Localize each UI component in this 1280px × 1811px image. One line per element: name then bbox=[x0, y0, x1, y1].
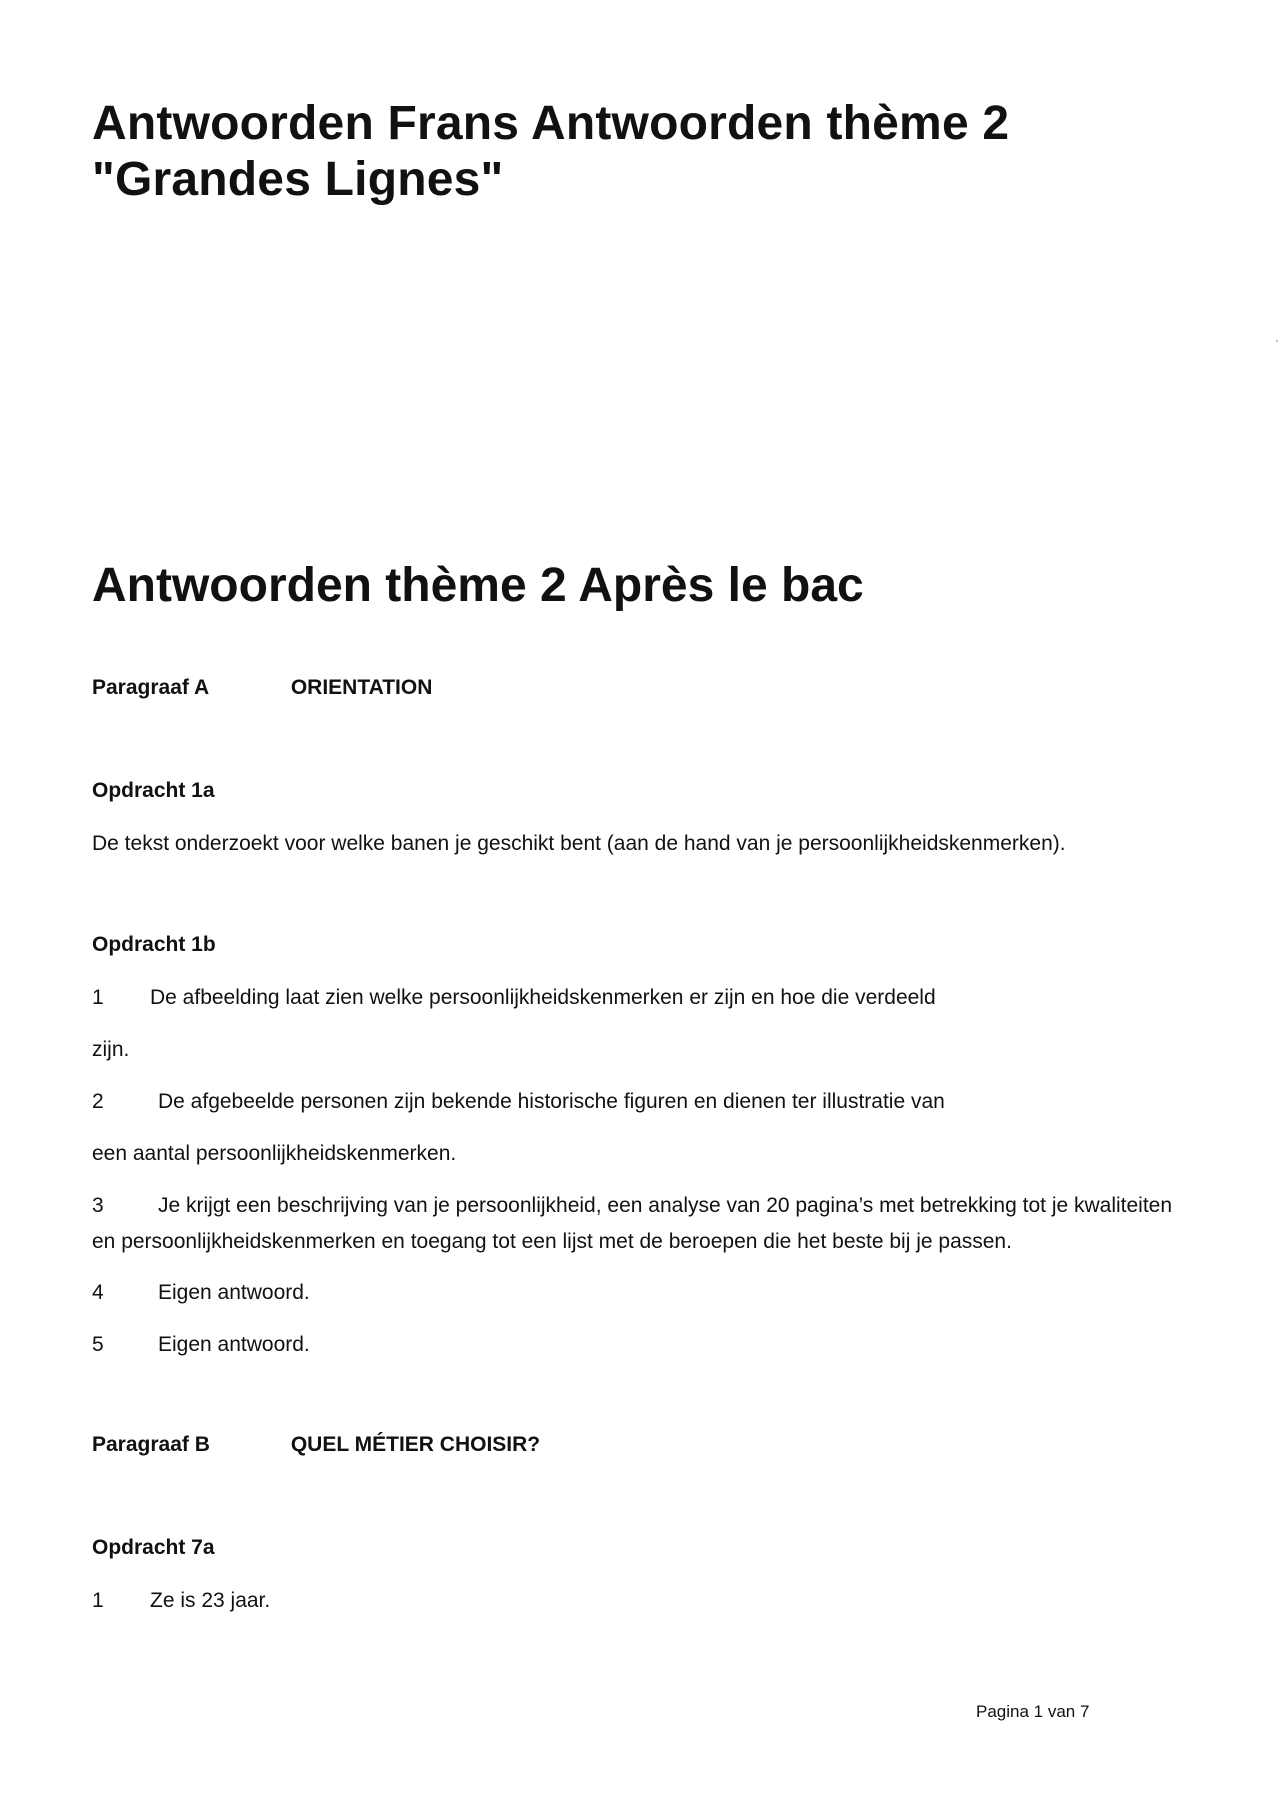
item-text-line-1: De afbeelding laat zien welke persoonlijkheidskenmerken er zijn en hoe die verdeeld bbox=[150, 986, 936, 1009]
assignment-1a-heading: Opdracht 1a bbox=[92, 779, 215, 802]
assignment-1b-item-3 bbox=[92, 1188, 1217, 1260]
item-number: 5 bbox=[92, 1333, 104, 1356]
assignment-1b-heading: Opdracht 1b bbox=[92, 933, 216, 956]
assignment-7a-heading: Opdracht 7a bbox=[92, 1536, 215, 1559]
item-text-line-1: De afgebeelde personen zijn bekende historische figuren en dienen ter illustratie van bbox=[158, 1090, 945, 1113]
document-title bbox=[92, 96, 1072, 208]
assignment-1b-item-1 bbox=[92, 980, 1217, 1016]
item-number: 1 bbox=[92, 1589, 104, 1612]
paragraph-a-title: ORIENTATION bbox=[290, 676, 433, 699]
item-number: 2 bbox=[92, 1090, 104, 1113]
item-text-line-2: en persoonlijkheidskenmerken en toegang tot een lijst met de beroepen die het beste bij je passen. bbox=[92, 1230, 1012, 1253]
item-text-line-1: Je krijgt een beschrijving van je persoonlijkheid, een analyse van 20 pagina’s met betrekking tot je kwaliteiten bbox=[158, 1194, 1173, 1217]
item-text-line-1: Eigen antwoord. bbox=[158, 1333, 310, 1356]
page-edge-mark bbox=[1276, 340, 1278, 342]
item-number: 4 bbox=[92, 1281, 104, 1304]
assignment-1b-item-1-continued: zijn. bbox=[92, 1038, 130, 1061]
paragraph-b-title: QUEL MÉTIER CHOISIR? bbox=[290, 1433, 541, 1456]
paragraph-b-label: Paragraaf B bbox=[92, 1433, 210, 1456]
document-title-line-2: "Grandes Lignes" bbox=[92, 153, 504, 206]
item-text-line-1: Eigen antwoord. bbox=[158, 1281, 310, 1304]
paragraph-a-heading bbox=[92, 673, 432, 703]
assignment-7a-item-1 bbox=[92, 1583, 1217, 1619]
section-title: Antwoorden thème 2 Après le bac bbox=[92, 559, 864, 612]
assignment-1b-item-2-continued: een aantal persoonlijkheidskenmerken. bbox=[92, 1142, 457, 1165]
assignment-1b-item-4 bbox=[92, 1275, 1217, 1311]
paragraph-b-heading bbox=[92, 1430, 540, 1460]
document-title-line-1: Antwoorden Frans Antwoorden thème 2 bbox=[92, 97, 1010, 150]
page-number-footer: Pagina 1 van 7 bbox=[976, 1702, 1090, 1721]
item-text-line-1: Ze is 23 jaar. bbox=[150, 1589, 271, 1612]
item-number: 3 bbox=[92, 1194, 104, 1217]
paragraph-a-label: Paragraaf A bbox=[92, 676, 210, 699]
item-number: 1 bbox=[92, 986, 104, 1009]
assignment-1a-answer: De tekst onderzoekt voor welke banen je geschikt bent (aan de hand van je persoonlijkheidskenmerken). bbox=[92, 832, 1066, 855]
assignment-1b-item-2 bbox=[92, 1084, 1217, 1120]
assignment-1b-item-5 bbox=[92, 1327, 1217, 1363]
